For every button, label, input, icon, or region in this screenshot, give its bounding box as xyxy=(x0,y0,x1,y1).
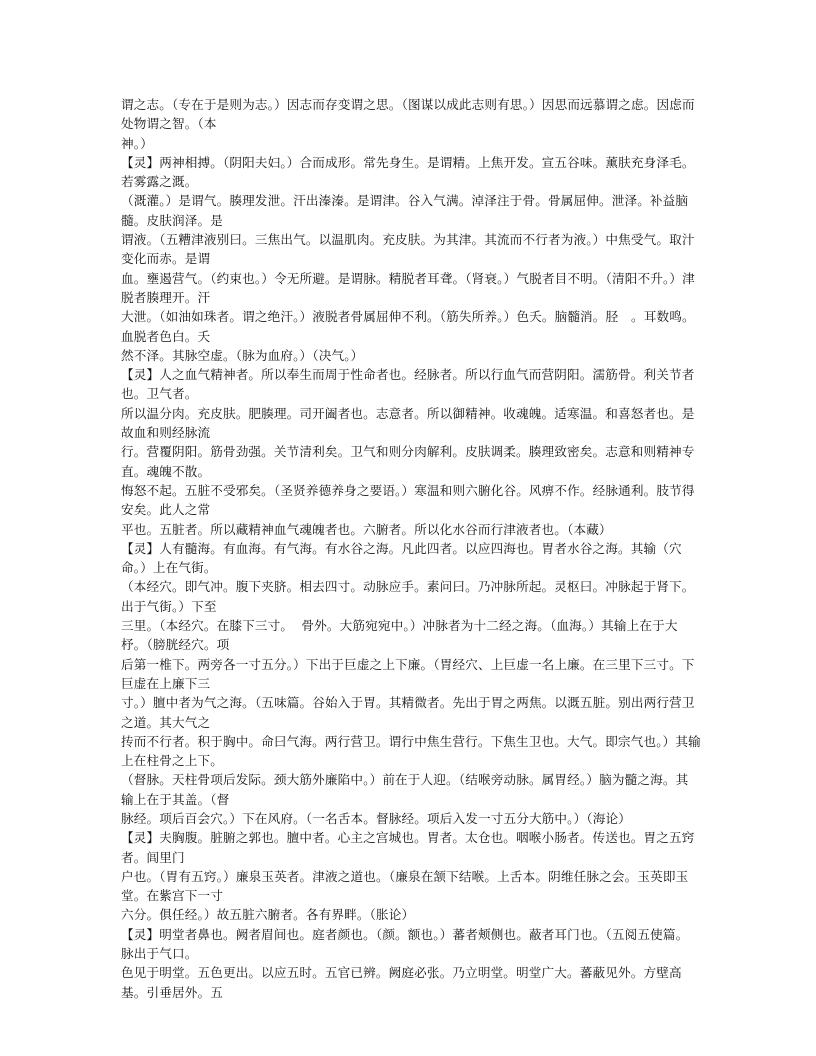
text-line: 六分。俱任经。）故五脏六腑者。各有界畔。（胀论） xyxy=(121,907,415,923)
text-line: 【灵】明堂者鼻也。阙者眉间也。庭者颜也。（颜。额也。）蕃者颊侧也。蔽者耳门也。（五阅五使篇。脉出于气口。 xyxy=(121,926,689,962)
text-line: 行。营覆阴阳。筋骨劲强。关节清利矣。卫气和则分肉解利。皮肤调柔。腠理致密矣。志意和则精神专直。魂魄不散。 xyxy=(121,444,695,479)
text-line: 【灵】人之血气精神者。所以奉生而周于性命者也。经脉者。所以行血气而营阴阳。濡筋骨。利关节者也。卫气者。 xyxy=(121,367,695,402)
text-line: 脉经。项后百会穴。）下在风府。（一名舌本。督脉经。项后入发一寸五分大筋中。）（海论） xyxy=(121,810,632,826)
text-line: 抟而不行者。积于胸中。命曰气海。两行营卫。谓行中焦生营行。下焦生卫也。大气。即宗气也。）其输上在柱骨之上下。 xyxy=(121,733,701,769)
text-line: 平也。五脏者。所以藏精神血气魂魄者也。六腑者。所以化水谷而行津液者也。（本藏） xyxy=(121,521,612,537)
text-line: 谓之志。（专在于是则为志。）因志而存变谓之思。（图谋以成此志则有思。）因思而远慕谓之虑。因虑而处物谓之智。（本 xyxy=(121,97,695,132)
text-line: 后第一椎下。两旁各一寸五分。）下出于巨虚之上下廉。（胃经穴、上巨虚一名上廉。在三里下三寸。下巨虚在上廉下三 xyxy=(121,656,695,691)
text-line: 【灵】两神相搏。（阴阳夫妇。）合而成形。常先身生。是谓精。上焦开发。宣五谷味。薰肤充身泽毛。若雾露之溉。 xyxy=(121,154,695,190)
text-line: （溉灌。）是谓气。腠理发泄。汗出溱溱。是谓津。谷入气满。淖泽注于骨。骨属屈伸。泄泽。补益脑髓。皮肤润泽。是 xyxy=(121,193,689,228)
text-line: 寸。）膻中者为气之海。（五味篇。谷始入于胃。其精微者。先出于胃之两焦。以溉五脏。别出两行营卫之道。其大气之 xyxy=(121,695,695,730)
text-line: 悔怒不起。五脏不受邪矣。（圣贤养德养身之要语。）寒温和则六腑化谷。风痹不作。经脉通利。肢节得安矣。此人之常 xyxy=(121,482,695,518)
text-line: 大泄。（如油如珠者。谓之绝汗。）液脱者骨属屈伸不利。（筋失所养。）色夭。脑髓消。胫 。耳数鸣。血脱者色白。夭 xyxy=(121,309,695,344)
text-line: 血。壅遏营气。（约束也。）令无所避。是谓脉。精脱者耳聋。（肾衰。）气脱者目不明。（清阳不升。）津脱者腠理开。汗 xyxy=(121,270,695,305)
text-line: （督脉。天柱骨项后发际。颈大筋外廉陷中。）前在于人迎。（结喉旁动脉。属胃经。）脑为髓之海。其输上在于其盖。（督 xyxy=(121,772,689,807)
text-line: 谓液。（五糟津液别曰。三焦出气。以温肌肉。充皮肤。为其津。其流而不行者为液。）中焦受气。取汁变化而赤。是谓 xyxy=(121,232,695,267)
text-line: 然不泽。其脉空虚。（脉为血府。）（决气。） xyxy=(121,347,364,363)
text-line: 所以温分肉。充皮肤。肥腠理。司开阖者也。志意者。所以御精神。收魂魄。适寒温。和喜怒者也。是故血和则经脉流 xyxy=(121,405,695,441)
text-line: 户也。（胃有五窍。）廉泉玉英者。津液之道也。（廉泉在颔下结喉。上舌本。阴维任脉之会。玉英即玉堂。在紫宫下一寸 xyxy=(121,868,689,904)
document-page xyxy=(121,95,701,1002)
text-line: 色见于明堂。五色更出。以应五时。五官已辨。阙庭必张。乃立明堂。明堂广大。蕃蔽见外。方壁高基。引垂居外。五 xyxy=(121,965,682,1000)
text-line: 三里。（本经穴。在膝下三寸。 骨外。大筋宛宛中。）冲脉者为十二经之海。（血海。）其输上在于大杼。（膀胱经穴。项 xyxy=(121,618,678,653)
text-line: 【灵】人有髓海。有血海。有气海。有水谷之海。凡此四者。以应四海也。胃者水谷之海。其输（穴命。）上在气街。 xyxy=(121,540,682,576)
text-line: （本经穴。即气冲。腹下夹脐。相去四寸。动脉应手。素问曰。乃冲脉所起。灵枢曰。冲脉起于肾下。出于气街。）下至 xyxy=(121,579,695,614)
text-line: 【灵】夫胸腹。脏腑之郭也。膻中者。心主之宫城也。胃者。太仓也。咽喉小肠者。传送也。胃之五窍者。闾里门 xyxy=(121,830,695,865)
text-line: 神。） xyxy=(121,135,153,151)
